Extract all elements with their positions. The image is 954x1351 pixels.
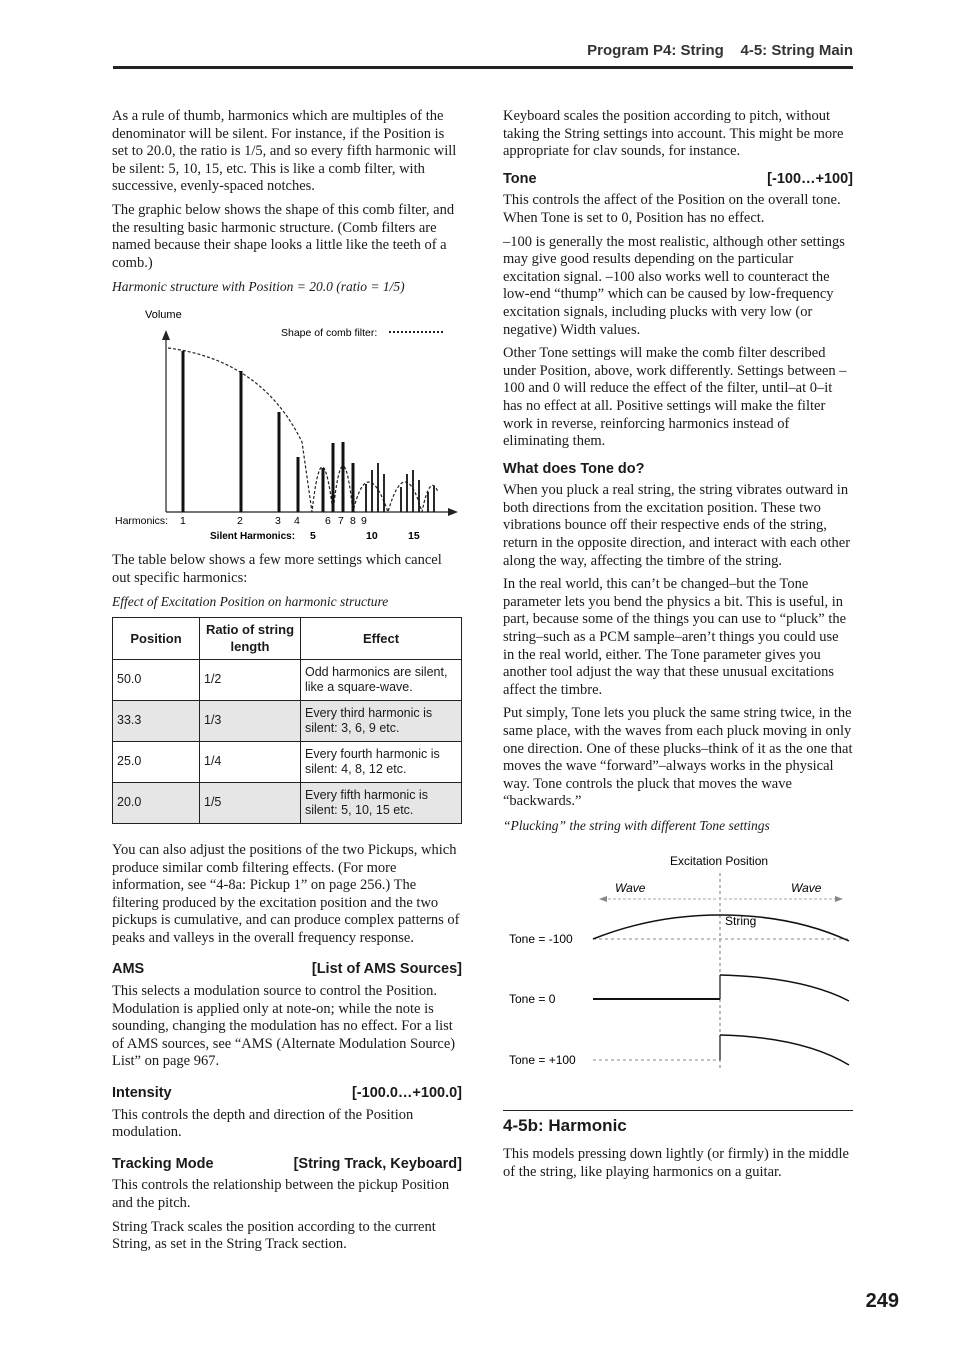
paragraph-ams: This selects a modulation source to control the Position. Modulation is applied only at note-on; while the note is sounding, changing the modulation has no effect. For a list of AMS sources, see “AMS (Alternate Modulation Source) List” on page 967. — [112, 983, 456, 1070]
plucking-figure — [503, 843, 853, 1098]
param-heading-ams — [112, 961, 462, 979]
cell-position: 50.0 — [113, 659, 200, 700]
string-wave-zero — [720, 975, 849, 1001]
param-heading-intensity — [112, 1085, 462, 1103]
paragraph-harmonic: This models pressing down lightly (or firmly) in the middle of the string, like playing harmonics on a guitar. — [503, 1146, 849, 1180]
page-number: 249 — [865, 1290, 899, 1312]
tone-plus100-label: Tone = +100 — [509, 1052, 576, 1067]
column-header-position: Position — [113, 617, 200, 659]
harmonic-number: 6 — [325, 514, 331, 527]
cell-effect: Every fifth harmonic is silent: 5, 10, 15 etc. — [301, 782, 462, 823]
paragraph-tone-3: Other Tone settings will make the comb filter described under Position, above, work differently. Settings between –100 and 0 will reduce the effect of the filter, until–at 0–it has no effect at all. Positive settings will make the filter work in reverse, reinforcing harmonics instead of eliminating them. — [503, 345, 847, 450]
param-range: [-100…+100] — [767, 170, 853, 187]
paragraph-comb-graphic: The graphic below shows the shape of this comb filter, and the resulting basic harmonic structure. (Comb filters are named because their shape looks a little like the teeth of a comb.) — [112, 201, 455, 271]
table-row — [113, 659, 462, 700]
harmonic-number: 1 — [180, 514, 186, 527]
harmonic-number: 7 — [338, 514, 344, 527]
cell-effect: Odd harmonics are silent, like a square-wave. — [301, 659, 462, 700]
silent-number: 10 — [366, 529, 378, 542]
right-column — [503, 108, 853, 1187]
section-heading-harmonic: 4-5b: Harmonic — [503, 1115, 627, 1135]
cell-ratio: 1/2 — [200, 659, 301, 700]
cell-position: 25.0 — [113, 741, 200, 782]
param-name: Tone — [503, 170, 537, 187]
comb-filter-curve — [168, 348, 438, 512]
paragraph-string-track: String Track scales the position according to the current String, as set in the String Track section. — [112, 1218, 436, 1253]
header-title: Program P4: String 4-5: String Main — [587, 42, 853, 59]
param-heading-tone — [503, 171, 853, 189]
string-wave-minus100 — [593, 915, 849, 941]
cell-ratio: 1/3 — [200, 700, 301, 741]
wave-left-arrowhead — [599, 896, 607, 902]
caption-harmonic-structure: Harmonic structure with Position = 20.0 (ratio = 1/5) — [112, 279, 405, 295]
column-header-effect: Effect — [301, 617, 462, 659]
cell-effect: Every fourth harmonic is silent: 4, 8, 12 etc. — [301, 741, 462, 782]
param-range: [List of AMS Sources] — [311, 961, 462, 978]
table-row — [113, 741, 462, 782]
table-row — [113, 700, 462, 741]
param-heading-tracking-mode — [112, 1156, 462, 1174]
comb-filter-label: Shape of comb filter: — [281, 326, 378, 339]
table-header-row — [113, 617, 462, 659]
harmonic-number: 4 — [294, 514, 300, 527]
harmonic-bars — [183, 351, 353, 512]
x-axis-arrow — [448, 508, 458, 516]
paragraph-what-2: In the real world, this can’t be changed–but the Tone parameter lets you bend the physics a bit. This is useful, in part, because some of the things you can use to “pluck” the string–such as a PCM sample–aren’t things you could use in the real world, either. The Tone parameter gives you another tool adjust the way that these unusual excitations affect the timbre. — [503, 576, 847, 698]
paragraph-tone-1: This controls the affect of the Position on the overall tone. When Tone is set to 0, Position has no effect. — [503, 192, 841, 226]
table-row — [113, 782, 462, 823]
caption-plucking: “Plucking” the string with different Tone settings — [503, 817, 770, 833]
caption-excitation-table: Effect of Excitation Position on harmonic structure — [112, 594, 389, 610]
cell-position: 33.3 — [113, 700, 200, 741]
cell-position: 20.0 — [113, 782, 200, 823]
wave-right-label: Wave — [791, 880, 822, 895]
subheading-what-does-tone-do — [503, 461, 853, 479]
paragraph-table-intro: The table below shows a few more settings which cancel out specific harmonics: — [112, 551, 442, 586]
wave-left-label: Wave — [615, 880, 646, 895]
cell-ratio: 1/5 — [200, 782, 301, 823]
string-wave-plus100 — [720, 1035, 849, 1065]
paragraph-intensity: This controls the depth and direction of the Position modulation. — [112, 1106, 414, 1141]
harmonic-number: 9 — [361, 514, 367, 527]
paragraph-harmonic-rule: As a rule of thumb, harmonics which are multiples of the denominator will be silent. For instance, if the Position is set to 20.0, the ratio is 1/5, and so every fifth harmonic will be silent: 5, 10, 15, etc. This is like a comb filter, with successive, evenly-spaced notches. — [112, 108, 457, 195]
cell-ratio: 1/4 — [200, 741, 301, 782]
paragraph-what-3: Put simply, Tone lets you pluck the same string twice, in the same place, with the waves from each pluck moving in only one direction. One of these plucks–think of it as the one that moves the wave “forward”–always works in the physical way. Tone controls the pluck that moves the wave “backwards.” — [503, 705, 853, 810]
paragraph-keyboard: Keyboard scales the position according to pitch, without taking the String settings into account. This might be more appropriate for clav sounds, for instance. — [503, 108, 844, 160]
harmonic-number: 3 — [275, 514, 281, 527]
paragraph-tone-2: –100 is generally the most realistic, although other settings may give good results depending on the particular excitation signal. –100 also works well to counteract the low-end “thump” which can be caused by low-frequency excitation signals, including plucks with very low (or negative) Width values. — [503, 233, 845, 338]
tone-zero-label: Tone = 0 — [509, 991, 556, 1006]
paragraph-pickups: You can also adjust the positions of the two Pickups, which produce similar comb filtering effects. (For more information, see “4-8a: Pickup 1” on page 256.) The filtering produced by the excitation position and the two pickups is cumulative, and can produce complex patterns of peaks and valleys in the overall frequency response. — [112, 841, 460, 946]
harmonics-label: Harmonics: — [115, 514, 169, 527]
param-range: [String Track, Keyboard] — [293, 1155, 462, 1172]
excitation-position-table — [112, 617, 462, 824]
string-label: String — [725, 913, 757, 928]
tone-minus100-label: Tone = -100 — [509, 931, 573, 946]
silent-number: 5 — [310, 529, 316, 542]
section-rule — [503, 1110, 853, 1111]
left-column — [112, 108, 462, 1260]
param-name: AMS — [112, 961, 145, 978]
silent-harmonics-label: Silent Harmonics: — [210, 530, 296, 542]
wave-right-arrowhead — [835, 896, 843, 902]
harmonic-number: 2 — [237, 514, 243, 527]
harmonic-structure-figure — [112, 302, 462, 542]
paragraph-tracking: This controls the relationship between the pickup Position and the pitch. — [112, 1177, 450, 1211]
y-axis-arrow — [162, 330, 170, 340]
volume-label: Volume — [145, 308, 182, 321]
silent-number: 15 — [408, 529, 420, 542]
cell-effect: Every third harmonic is silent: 3, 6, 9 etc. — [301, 700, 462, 741]
param-name: Tracking Mode — [112, 1155, 214, 1172]
param-name: Intensity — [112, 1085, 172, 1102]
excitation-position-label: Excitation Position — [670, 853, 769, 868]
column-header-ratio: Ratio of string length — [200, 617, 301, 659]
subheading-text: What does Tone do? — [503, 460, 645, 477]
param-range: [-100.0…+100.0] — [351, 1085, 462, 1102]
header-rule — [113, 66, 853, 69]
paragraph-what-1: When you pluck a real string, the string vibrates outward in both directions from the excitation position. These two vibrations bounce off their respective ends of the string, return in the opposite direction, and interact with each other along the way, affecting the timbre of the string. — [503, 482, 851, 569]
harmonic-number: 8 — [350, 514, 356, 527]
